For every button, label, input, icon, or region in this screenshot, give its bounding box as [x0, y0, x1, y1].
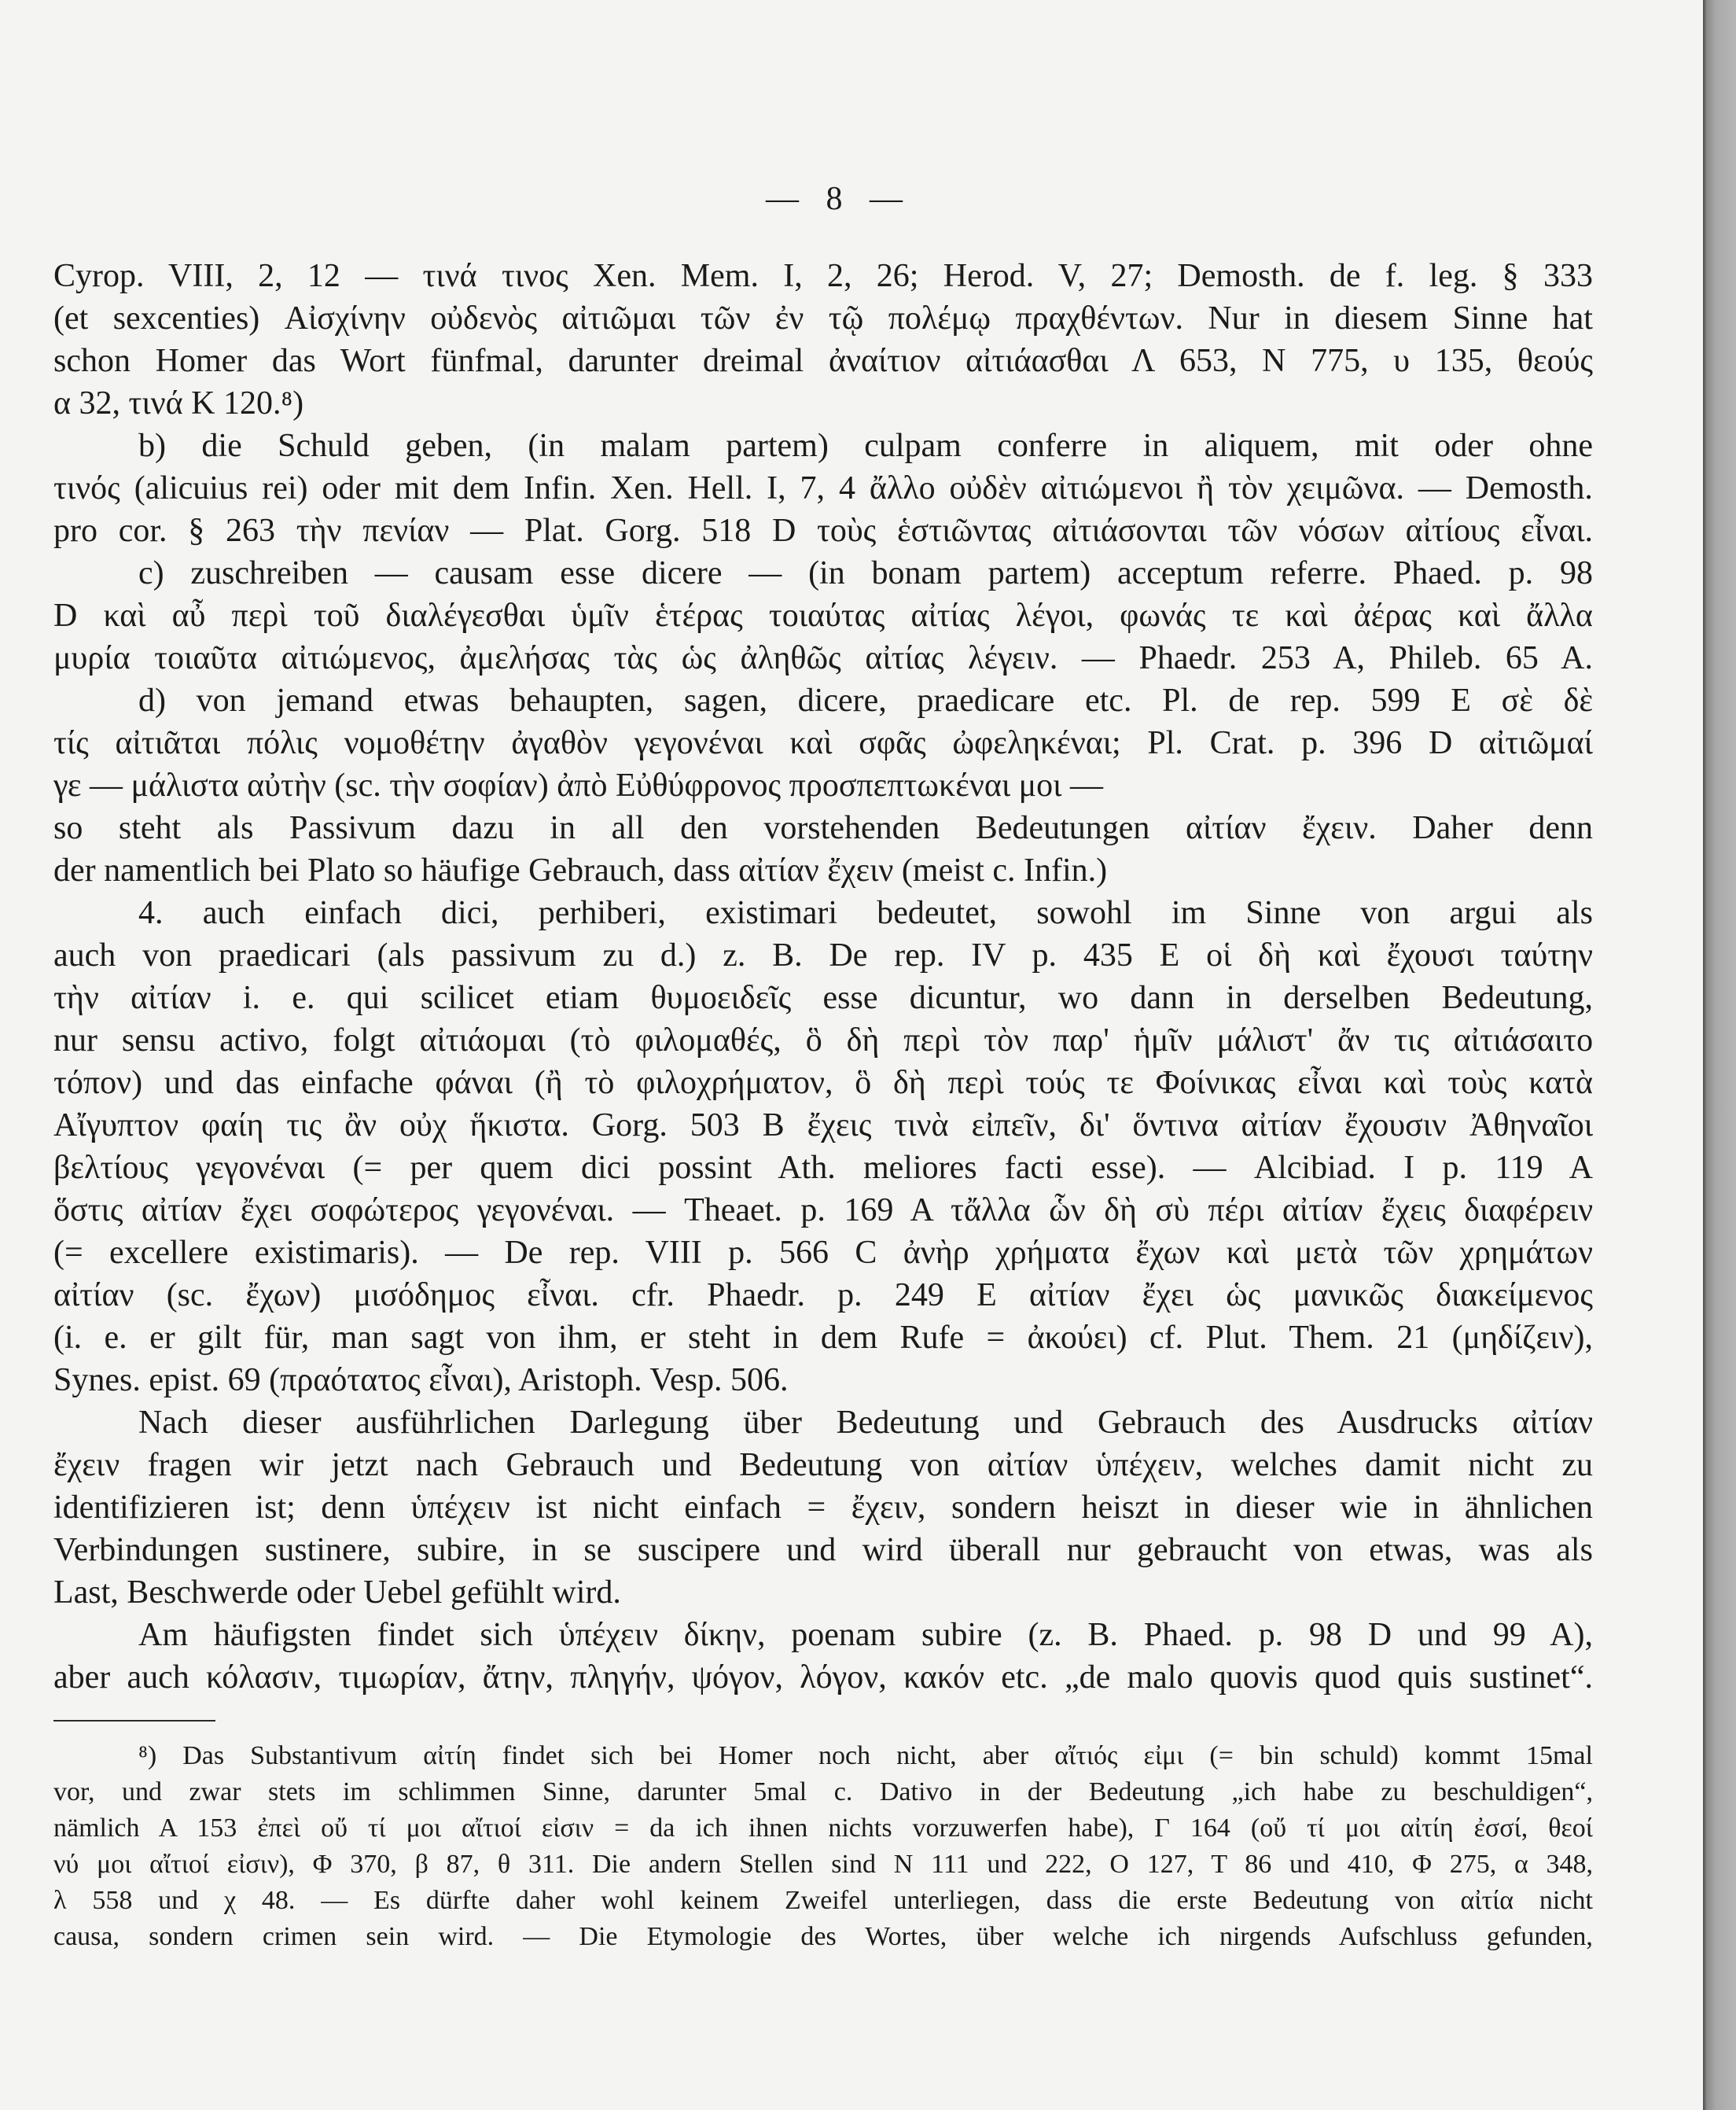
footnote	[53, 1738, 1593, 1955]
body-line: D καὶ αὖ περὶ τοῦ διαλέγεσθαι ὑμῖν ἑτέρας τοιαύτας αἰτίας λέγοι, φωνάς τε καὶ ἀέρας καὶ ἄλλα	[53, 598, 1593, 634]
body-line: Last, Beschwerde oder Uebel gefühlt wird.	[53, 1574, 621, 1611]
footnote-line: causa, sondern crimen sein wird. — Die Etymologie des Wortes, über welche ich nirgends Aufschluss gefunden,	[53, 1922, 1593, 1951]
body-line: Αἴγυπτον φαίη τις ἂν οὐχ ἥκιστα. Gorg. 503 B ἔχεις τινὰ εἰπεῖν, δι' ὅντινα αἰτίαν ἔχουσιν Ἀθηναῖοι	[53, 1107, 1594, 1143]
body-line: auch von praedicari (als passivum zu d.) z. B. De rep. IV p. 435 E οἱ δὴ καὶ ἔχουσι ταύτην	[53, 937, 1594, 974]
body-line: βελτίους γεγονέναι (= per quem dici possint Ath. meliores facti esse). — Alcibiad. I p. 119 A	[53, 1150, 1593, 1186]
footnote-line: vor, und zwar stets im schlimmen Sinne, darunter 5mal c. Dativo in der Bedeutung „ich habe zu beschuldigen“,	[53, 1777, 1593, 1806]
body-line: α 32, τινά K 120.⁸)	[53, 385, 304, 422]
footnote-line: λ 558 und χ 48. — Es dürfte daher wohl keinem Zweifel unterliegen, dass die erste Bedeutung von αἰτία nicht	[53, 1886, 1593, 1915]
footnote-line: nämlich A 153 ἐπεὶ οὔ τί μοι αἴτιοί εἰσιν = da ich ihnen nichts vorzuwerfen habe), Γ 164 (οὔ τί μοι αἰτίη ἐσσί, θεοί	[53, 1814, 1593, 1843]
body-line: Verbindungen sustinere, subire, in se suscipere und wird überall nur gebraucht von etwas, was als	[53, 1532, 1593, 1568]
body-line: αἰτίαν (sc. ἔχων) μισόδημος εἶναι. cfr. Phaedr. p. 249 E αἰτίαν ἔχει ὡς μανικῶς διακείμενος	[53, 1277, 1594, 1313]
footnote-line: ⁸) Das Substantivum αἰτίη findet sich bei Homer noch nicht, aber αἴτιός εἰμι (= bin schuld) kommt 15mal	[138, 1741, 1593, 1770]
body-line: Cyrop. VIII, 2, 12 — τινά τινος Xen. Mem. I, 2, 26; Herod. V, 27; Demosth. de f. leg. § 333	[53, 258, 1593, 294]
paragraph-first-line: 4. auch einfach dici, perhiberi, existimari bedeutet, sowohl im Sinne von argui als	[138, 895, 1593, 931]
paragraph-first-line: b) die Schuld geben, (in malam partem) culpam conferre in aliquem, mit oder ohne	[138, 428, 1593, 464]
body-line: τὴν αἰτίαν i. e. qui scilicet etiam θυμοειδεῖς esse dicuntur, wo dann in derselben Bedeutung,	[53, 980, 1593, 1016]
body-line: (i. e. er gilt für, man sagt von ihm, er steht in dem Rufe = ἀκούει) cf. Plut. Them. 21 (μηδίζειν),	[53, 1320, 1593, 1356]
body-line: identifizieren ist; denn ὑπέχειν ist nicht einfach = ἔχειν, sondern heiszt in dieser wie in ähnlichen	[53, 1490, 1594, 1526]
body-line: τινός (alicuius rei) oder mit dem Infin. Xen. Hell. I, 7, 4 ἄλλο οὐδὲν αἰτιώμενοι ἢ τὸν χειμῶνα. — Demosth.	[53, 470, 1593, 506]
body-line: so steht als Passivum dazu in all den vorstehenden Bedeutungen αἰτίαν ἔχειν. Daher denn	[53, 810, 1594, 846]
body-line: μυρία τοιαῦτα αἰτιώμενος, ἀμελήσας τὰς ὡς ἀληθῶς αἰτίας λέγειν. — Phaedr. 253 A, Phileb. 65 A.	[53, 640, 1593, 676]
body-line: ὅστις αἰτίαν ἔχει σοφώτερος γεγονέναι. — Theaet. p. 169 A τἄλλα ὧν δὴ σὺ πέρι αἰτίαν ἔχεις διαφέρειν	[53, 1192, 1594, 1228]
body-line: τίς αἰτιᾶται πόλις νομοθέτην ἀγαθὸν γεγονέναι καὶ σφᾶς ὠφεληκέναι; Pl. Crat. p. 396 D αἰτιῶμαί	[53, 725, 1593, 761]
body-line: schon Homer das Wort fünfmal, darunter dreimal ἀναίτιον αἰτιάασθαι Λ 653, N 775, υ 135, θεούς	[53, 343, 1594, 379]
scan-edge-shadow	[1703, 0, 1736, 2110]
body-line: (= excellere existimaris). — De rep. VIII p. 566 C ἀνὴρ χρήματα ἔχων καὶ μετὰ τῶν χρημάτων	[53, 1235, 1594, 1271]
main-text	[53, 255, 1593, 1699]
body-line: aber auch κόλασιν, τιμωρίαν, ἄτην, πληγήν, ψόγον, λόγον, κακόν etc. „de malo quovis quod quis sustinet“.	[53, 1659, 1593, 1696]
page-number: — 8 —	[766, 181, 903, 217]
body-line: Synes. epist. 69 (πραότατος εἶναι), Aristoph. Vesp. 506.	[53, 1362, 789, 1398]
paragraph-first-line: d) von jemand etwas behaupten, sagen, dicere, praedicare etc. Pl. de rep. 599 E σὲ δὲ	[138, 683, 1593, 719]
paragraph-first-line: Nach dieser ausführlichen Darlegung über Bedeutung und Gebrauch des Ausdrucks αἰτίαν	[138, 1405, 1593, 1441]
body-line: der namentlich bei Plato so häufige Gebrauch, dass αἰτίαν ἔχειν (meist c. Infin.)	[53, 852, 1108, 889]
body-line: τόπον) und das einfache φάναι (ἢ τὸ φιλοχρήματον, ὃ δὴ περὶ τούς τε Φοίνικας εἶναι καὶ τοὺς κατὰ	[53, 1065, 1593, 1101]
footnote-line: νύ μοι αἴτιοί εἰσιν), Φ 370, β 87, θ 311. Die andern Stellen sind N 111 und 222, O 127, T 86 und 410, Φ 275, α 348,	[53, 1850, 1594, 1879]
body-line: pro cor. § 263 τὴν πενίαν — Plat. Gorg. 518 D τοὺς ἑστιῶντας αἰτιάσονται τῶν νόσων αἰτίους εἶναι.	[53, 513, 1594, 549]
body-line: γε — μάλιστα αὐτὴν (sc. τὴν σοφίαν) ἀπὸ Εὐθύφρονος προσπεπτωκέναι μοι —	[53, 768, 1103, 804]
paragraph-first-line: Am häufigsten findet sich ὑπέχειν δίκην, poenam subire (z. B. Phaed. p. 98 D und 99 A),	[138, 1617, 1593, 1653]
paragraph-first-line: c) zuschreiben — causam esse dicere — (in bonam partem) acceptum referre. Phaed. p. 98	[138, 555, 1593, 591]
footnote-rule	[53, 1720, 215, 1722]
body-line: (et sexcenties) Αἰσχίνην οὐδενὸς αἰτιῶμαι τῶν ἐν τῷ πολέμῳ πραχθέντων. Nur in diesem Sinne hat	[53, 300, 1593, 337]
body-line: nur sensu activo, folgt αἰτιάομαι (τὸ φιλομαθές, ὃ δὴ περὶ τὸν παρ' ἡμῖν μάλιστ' ἄν τις αἰτιάσαιτο	[53, 1022, 1594, 1059]
body-line: ἔχειν fragen wir jetzt nach Gebrauch und Bedeutung von αἰτίαν ὑπέχειν, welches damit nicht zu	[53, 1447, 1594, 1483]
